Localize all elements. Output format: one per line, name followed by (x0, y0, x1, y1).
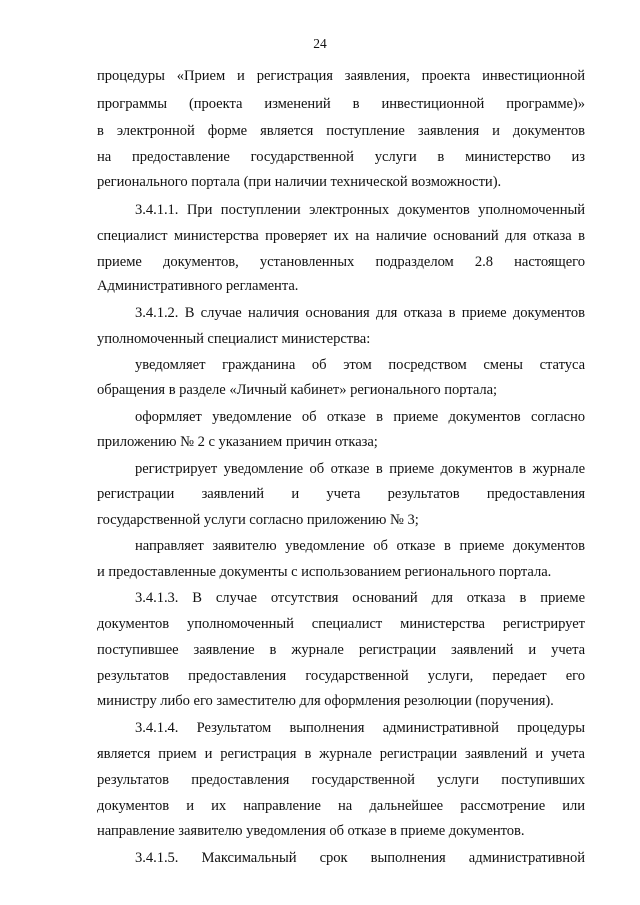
text-line: 3.4.1.2. В случае наличия основания для отказа в приеме документов (135, 305, 585, 321)
text-line: обращения в разделе «Личный кабинет» регионального портала; (97, 382, 498, 398)
text-line: и предоставленные документы с использованием регионального портала. (97, 564, 552, 580)
text-line: на предоставление государственной услуги в министерство из (97, 149, 585, 165)
text-line: регистрирует уведомление об отказе в приеме документов в журнале (135, 461, 585, 477)
text-line: направление заявителю уведомления об отказе в приеме документов. (97, 823, 525, 839)
text-line: приложению № 2 с указанием причин отказа; (97, 434, 378, 450)
text-line: Административного регламента. (97, 278, 299, 294)
text-line: регионального портала (при наличии технической возможности). (97, 174, 502, 190)
text-line: 3.4.1.5. Максимальный срок выполнения административной (135, 850, 585, 866)
text-line: министру либо его заместителю для оформления резолюции (поручения). (97, 693, 554, 709)
text-line: направляет заявителю уведомление об отказе в приеме документов (135, 538, 585, 554)
text-line: является прием и регистрация в журнале регистрации заявлений и учета (97, 746, 585, 762)
text-line: результатов предоставления государственной услуги поступивших (97, 772, 585, 788)
text-line: в электронной форме является поступление заявления и документов (97, 123, 585, 139)
text-line: результатов предоставления государственной услуги, передает его (97, 668, 585, 684)
text-line: документов уполномоченный специалист министерства регистрирует (97, 616, 585, 632)
text-line: процедуры «Прием и регистрация заявления, проекта инвестиционной (97, 68, 585, 84)
text-line: государственной услуги согласно приложению № 3; (97, 512, 419, 528)
text-line: оформляет уведомление об отказе в приеме документов согласно (135, 409, 585, 425)
text-line: поступившее заявление в журнале регистрации заявлений и учета (97, 642, 585, 658)
text-line: 3.4.1.3. В случае отсутствия оснований для отказа в приеме (135, 590, 585, 606)
text-line: программы (проекта изменений в инвестиционной программе)» (97, 96, 585, 112)
text-line: специалист министерства проверяет их на наличие оснований для отказа в (97, 228, 585, 244)
text-line: документов и их направление на дальнейшее рассмотрение или (97, 798, 585, 814)
text-line: уведомляет гражданина об этом посредством смены статуса (135, 357, 585, 373)
text-line: 3.4.1.1. При поступлении электронных документов уполномоченный (135, 202, 585, 218)
text-line: уполномоченный специалист министерства: (97, 331, 371, 347)
text-line: приеме документов, установленных подразделом 2.8 настоящего (97, 254, 585, 270)
text-line: 3.4.1.4. Результатом выполнения административной процедуры (135, 720, 585, 736)
text-line: регистрации заявлений и учета результатов предоставления (97, 486, 585, 502)
page-number: 24 (313, 36, 327, 51)
